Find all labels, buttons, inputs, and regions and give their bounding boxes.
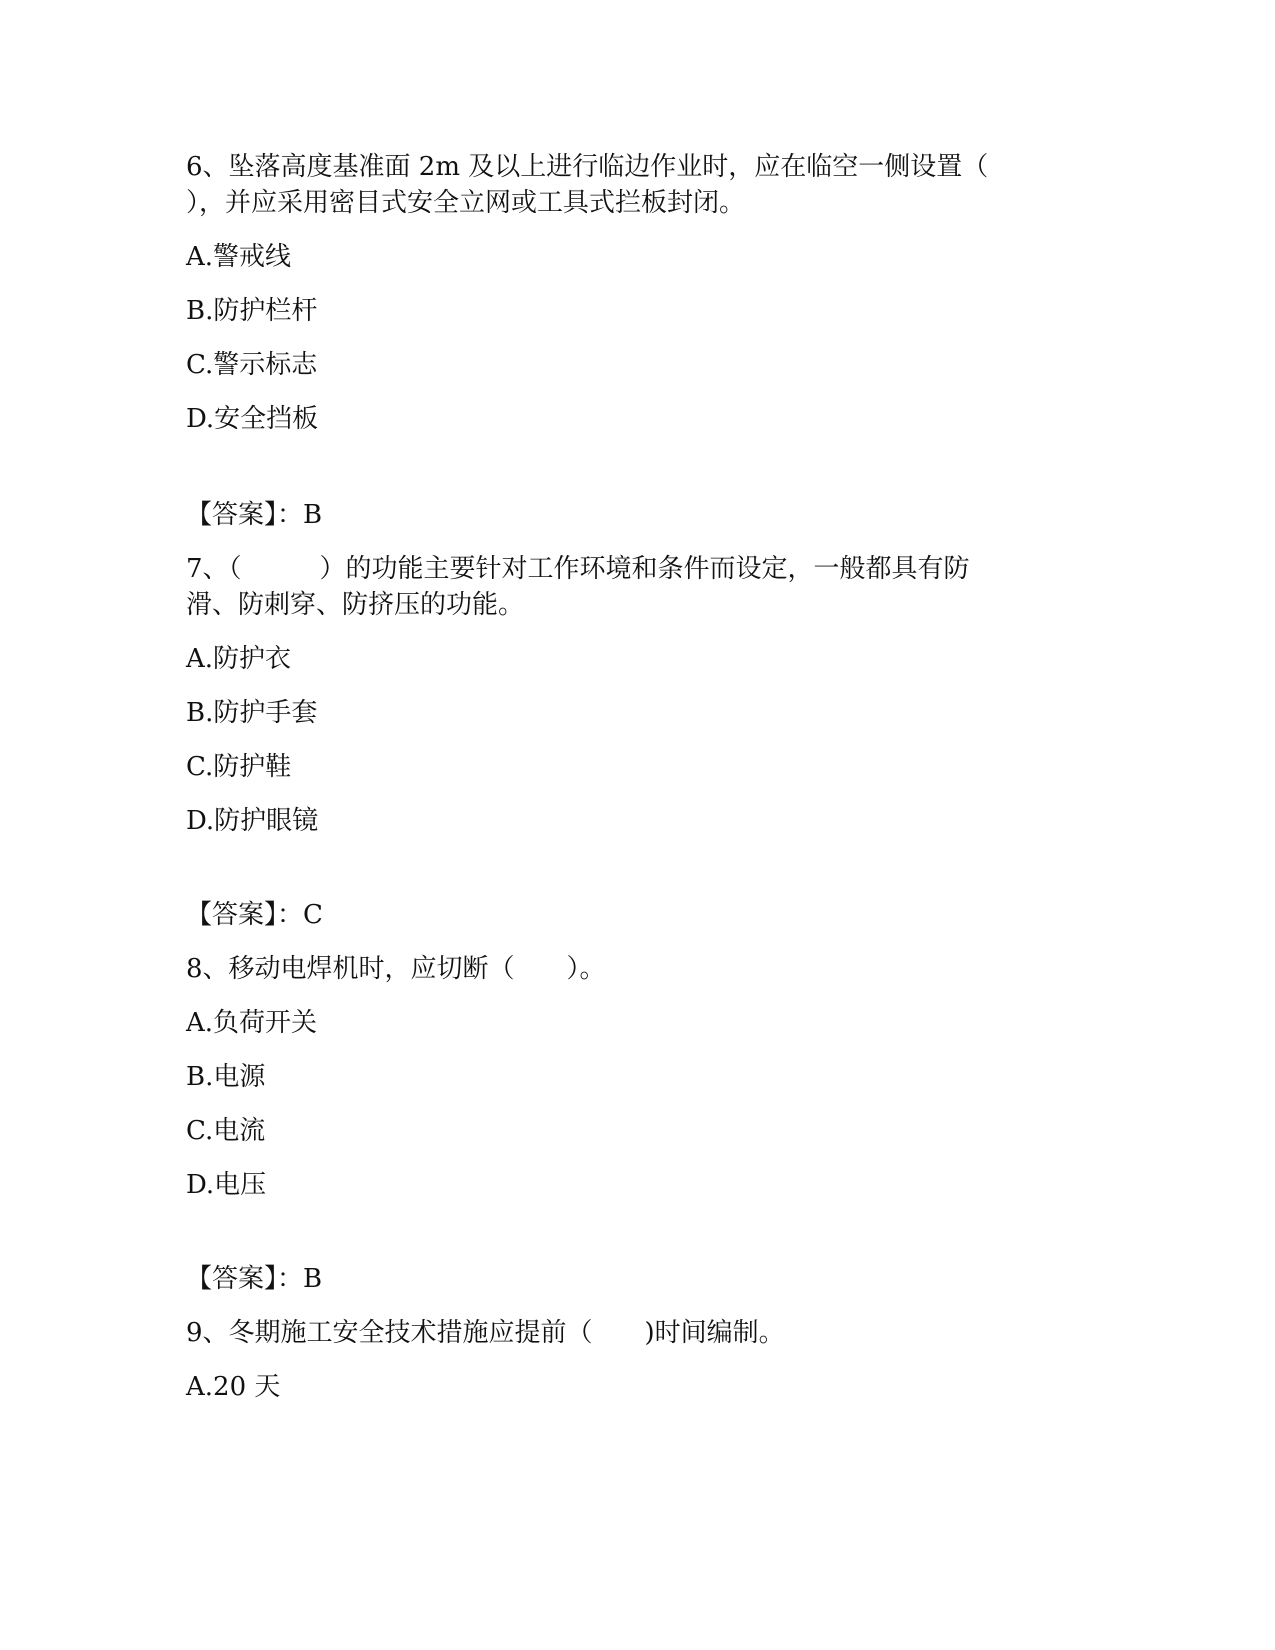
question-8-option-b: B.电源 [186, 1062, 266, 1092]
question-8-stem: 8、移动电焊机时，应切断（ ）。 [186, 954, 606, 984]
question-6-option-c: C.警示标志 [186, 350, 318, 380]
question-8-option-d: D.电压 [186, 1170, 267, 1200]
question-6-option-b: B.防护栏杆 [186, 296, 318, 326]
question-9-option-a: A.20 天 [186, 1372, 281, 1402]
question-8-option-c: C.电流 [186, 1116, 266, 1146]
question-6-option-d: D.安全挡板 [186, 404, 319, 434]
question-6-answer: 【答案】：B [186, 500, 323, 530]
question-7-option-d: D.防护眼镜 [186, 806, 319, 836]
question-7-option-b: B.防护手套 [186, 698, 318, 728]
question-7-stem-line-2: 滑、防刺穿、防挤压的功能。 [186, 590, 525, 620]
question-8-answer: 【答案】：B [186, 1264, 323, 1294]
question-7-option-c: C.防护鞋 [186, 752, 292, 782]
question-6-stem-line-2: ），并应采用密目式安全立网或工具式拦板封闭。 [186, 188, 746, 218]
question-6-stem-line-1: 6、坠落高度基准面 2m 及以上进行临边作业时，应在临空一侧设置（ [186, 152, 989, 182]
question-9-stem: 9、冬期施工安全技术措施应提前（ )时间编制。 [186, 1318, 785, 1348]
question-7-option-a: A.防护衣 [186, 644, 292, 674]
question-8-option-a: A.负荷开关 [186, 1008, 318, 1038]
question-7-stem-line-1: 7、（ ）的功能主要针对工作环境和条件而设定，一般都具有防 [186, 554, 970, 584]
question-7-answer: 【答案】：C [186, 900, 323, 930]
question-6-option-a: A.警戒线 [186, 242, 292, 272]
